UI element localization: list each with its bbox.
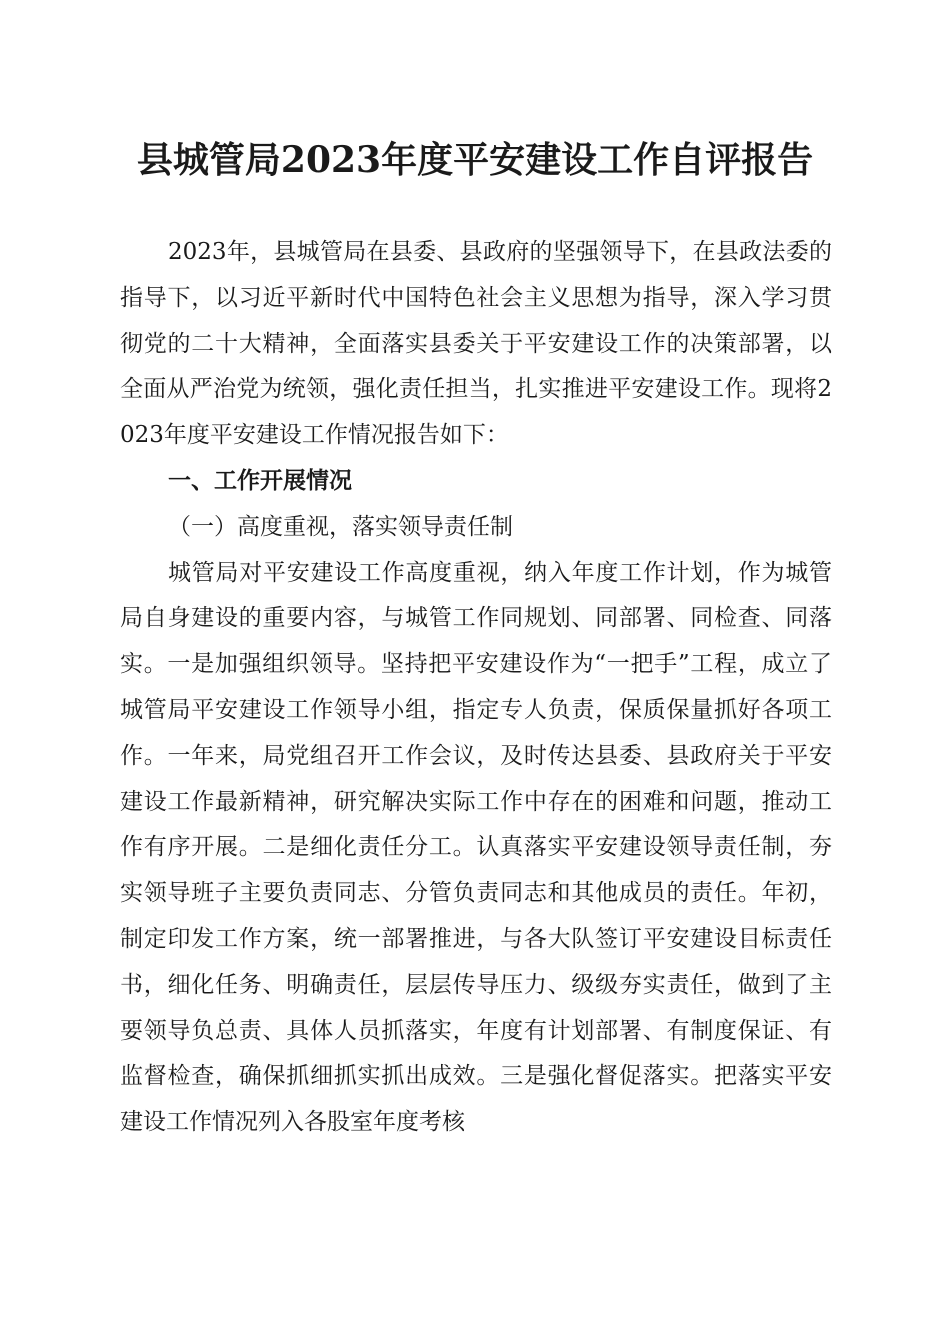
section-heading: 一、工作开展情况 <box>168 467 352 494</box>
intro-paragraph: 2023年，县城管局在县委、县政府的坚强领导下，在县政法委的指导下，以习近平新时代中国特色社会主义思想为指导，深入学习贯彻党的二十大精神，全面落实县委关于平安建设工作的决策部署，以全面从严治党为统领，强化责任担当，扎实推进平安建设工作。现将2023年度平安建设工作情况报告如下： <box>120 239 832 449</box>
document-body <box>120 230 832 1146</box>
document-title: 县城管局2023年度平安建设工作自评报告 <box>136 139 814 181</box>
subsection-paragraph: 城管局对平安建设工作高度重视，纳入年度工作计划，作为城管局自身建设的重要内容，与城管工作同规划、同部署、同检查、同落实。一是加强组织领导。坚持把平安建设作为“一把手”工程，成立了城管局平安建设工作领导小组，指定专人负责，保质保量抓好各项工作。一年来，局党组召开工作会议，及时传达县委、县政府关于平安建设工作最新精神，研究解决实际工作中存在的困难和问题，推动工作有序开展。二是细化责任分工。认真落实平安建设领导责任制，夯实领导班子主要负责同志、分管负责同志和其他成员的责任。年初，制定印发工作方案，统一部署推进，与各大队签订平安建设目标责任书，细化任务、明确责任，层层传导压力、级级夯实责任，做到了主要领导负总责、具体人员抓落实，年度有计划部署、有制度保证、有监督检查，确保抓细抓实抓出成效。三是强化督促落实。把落实平安建设工作情况列入各股室年度考核 <box>120 559 832 1136</box>
subsection-heading: （一）高度重视，落实领导责任制 <box>168 513 513 540</box>
